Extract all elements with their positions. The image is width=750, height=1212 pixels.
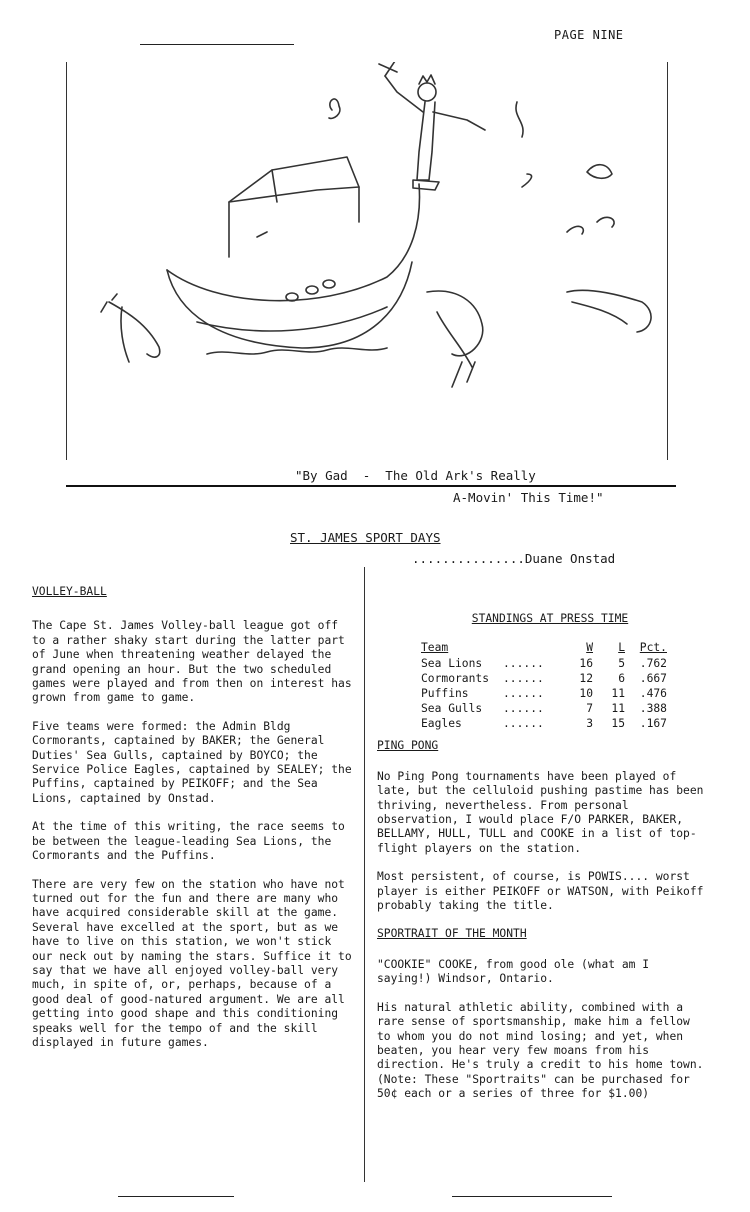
table-row: Sea Lions ...... 16 5 .762 xyxy=(421,657,667,671)
top-rule xyxy=(140,44,294,45)
noahs-ark-cartoon-icon xyxy=(67,62,667,460)
table-row: Cormorants ...... 12 6 .667 xyxy=(421,672,667,686)
bottom-rule-left xyxy=(118,1196,234,1197)
page-number: PAGE NINE xyxy=(554,28,624,42)
volleyball-heading: VOLLEY-BALL xyxy=(32,585,107,598)
ping-pong-heading: PING PONG xyxy=(377,739,439,753)
section-divider xyxy=(66,485,676,487)
article-title: ST. JAMES SPORT DAYS xyxy=(290,530,441,545)
standings-header-w: W xyxy=(586,641,593,655)
table-row: Sea Gulls ...... 7 11 .388 xyxy=(421,702,667,716)
sportrait-paragraph-2: His natural athletic ability, combined with a rare sense of sportsmanship, make him a fellow to whom you do not mind losing; and yet, when beaten, you hear very few moans from his direction. He's truly a credit to his home town. (Note: These "Sportraits" can be purchased for 50¢ each or a series of three for $1.00) xyxy=(377,1000,704,1101)
volleyball-paragraph-3: At the time of this writing, the race seems to be between the league-leading Sea Lions, the Cormorants and the Puffins. xyxy=(32,820,345,863)
standings-header-team: Team xyxy=(421,641,449,655)
cartoon-caption-line2: A-Movin' This Time!" xyxy=(453,490,604,505)
sportrait-paragraph-1: "COOKIE" COOKE, from good ole (what am I saying!) Windsor, Ontario. xyxy=(377,957,650,986)
standings-title: STANDINGS AT PRESS TIME xyxy=(471,612,629,625)
bottom-rule-right xyxy=(452,1196,612,1197)
standings-header-row xyxy=(421,640,667,656)
standings-table xyxy=(421,640,667,731)
right-column xyxy=(377,612,707,1116)
ping-pong-paragraph-2: Most persistent, of course, is POWIS.... worst player is either PEIKOFF or WATSON, with Peikoff probably taking the title. xyxy=(377,870,704,913)
column-divider xyxy=(364,567,365,1182)
article-byline: ...............Duane Onstad xyxy=(412,551,616,566)
sportrait-heading: SPORTRAIT OF THE MONTH xyxy=(377,927,527,941)
table-row: Puffins ...... 10 11 .476 xyxy=(421,687,667,701)
standings-header-pct: Pct. xyxy=(639,641,667,655)
ping-pong-paragraph-1: No Ping Pong tournaments have been played of late, but the celluloid pushing pastime has been thriving, nevertheless. From personal observation, I would place F/O PARKER, BAKER, BELLAMY, HULL, TULL and COOKE in a list of top-flight players on the station. xyxy=(377,769,704,855)
volleyball-paragraph-4: There are very few on the station who have not turned out for the fun and there are many who have acquired considerable skill at the game. Several have excelled at the sport, but as we have to live on this station, we won't stick our neck out by naming the stars. Suffice it to say that we have all enjoyed volley-ball very much, in spite of, or, perhaps, because of a good deal of good-natured argument. We are all getting into good shape and this conditioning speaks well for the tempo of and the skill displayed in future games. xyxy=(32,877,352,1049)
standings-header-l: L xyxy=(618,641,625,655)
volleyball-paragraph-1: The Cape St. James Volley-ball league got off to a rather shaky start during the latter part of June when threatening weather delayed the grand opening an hour. But the two scheduled games were played and from then on interest has grown from game to game. xyxy=(32,619,352,705)
volleyball-paragraph-2: Five teams were formed: the Admin Bldg Cormorants, captained by BAKER; the General Duties' Sea Gulls, captained by BOYCO; the Service Police Eagles, captained by SEALEY; the Puffins, captained by PEIKOFF; and the Sea Lions, captained by Onstad. xyxy=(32,719,352,805)
volleyball-column xyxy=(32,585,354,1064)
table-row: Eagles ...... 3 15 .167 xyxy=(421,717,667,731)
cartoon-caption-line1: "By Gad - The Old Ark's Really xyxy=(295,468,536,483)
cartoon-frame xyxy=(66,62,668,505)
